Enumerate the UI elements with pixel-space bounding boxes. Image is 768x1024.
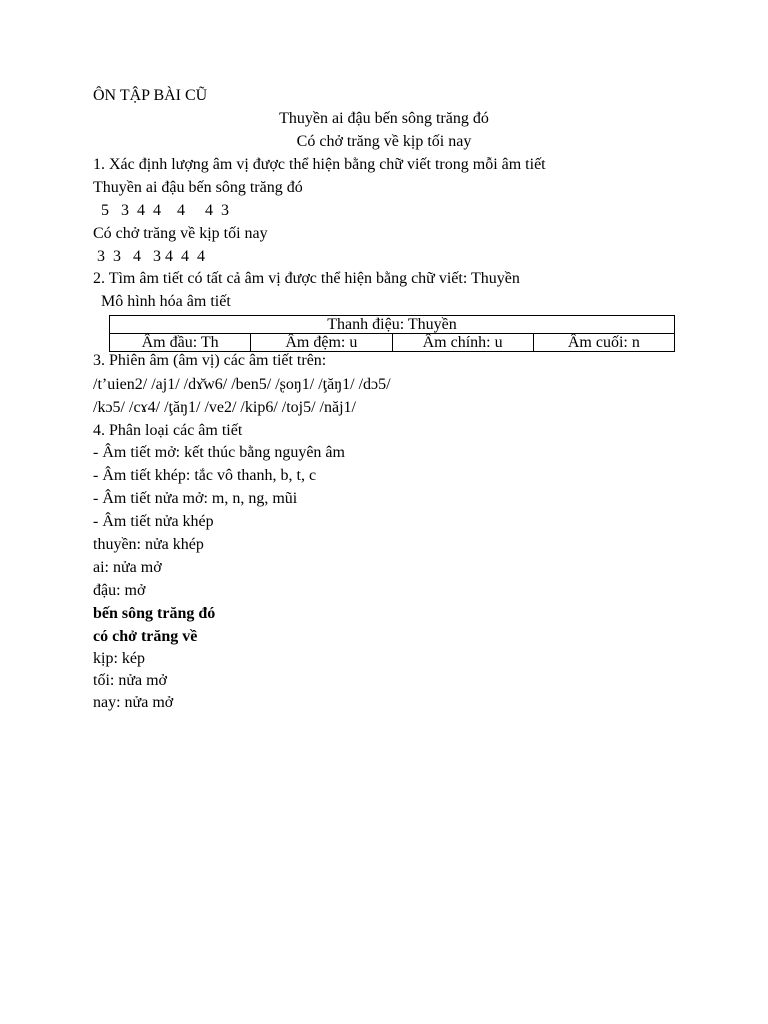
coda-cell: Âm cuối: n <box>533 334 674 352</box>
heading: ÔN TẬP BÀI CŨ <box>93 87 208 104</box>
tone-cell: Thanh điệu: Thuyền <box>110 316 675 334</box>
q4-rule: - Âm tiết mở: kết thúc bằng nguyên âm <box>93 444 345 461</box>
q2-prompt: 2. Tìm âm tiết có tất cả âm vị được thể hiện bằng chữ viết: Thuyền <box>93 270 520 287</box>
q4-item: ai: nửa mở <box>93 559 162 576</box>
q4-item: tối: nửa mở <box>93 672 168 689</box>
q4-bold-line: có chở trăng về <box>93 628 198 645</box>
q2-model-label: Mô hình hóa âm tiết <box>93 293 231 310</box>
medial-cell: Âm đệm: u <box>251 334 392 352</box>
q4-item: kịp: kép <box>93 650 145 667</box>
q1-counts-2: 3 3 4 3 4 4 4 <box>93 248 205 265</box>
q4-prompt: 4. Phân loại các âm tiết <box>93 422 243 439</box>
table-row <box>110 334 675 352</box>
q4-item: đậu: mở <box>93 582 146 599</box>
q4-rule: - Âm tiết nửa khép <box>93 513 214 530</box>
poem-line-2: Có chở trăng về kịp tối nay <box>296 133 472 150</box>
q3-transcription-1: /t’uien2/ /aj1/ /dɤ̆w6/ /ben5/ /ʂoŋ1/ /ţăŋ1/ /dɔ5/ <box>93 376 391 393</box>
q4-rule: - Âm tiết nửa mở: m, n, ng, mũi <box>93 490 298 507</box>
q4-rule: - Âm tiết khép: tắc vô thanh, b, t, c <box>93 467 317 484</box>
q3-prompt: 3. Phiên âm (âm vị) các âm tiết trên: <box>93 352 327 369</box>
poem-line-1: Thuyền ai đậu bến sông trăng đó <box>279 110 489 127</box>
q4-item: thuyền: nửa khép <box>93 536 204 553</box>
nucleus-cell: Âm chính: u <box>392 334 533 352</box>
onset-cell: Âm đầu: Th <box>110 334 251 352</box>
q1-prompt: 1. Xác định lượng âm vị được thể hiện bằng chữ viết trong mỗi âm tiết <box>93 156 546 173</box>
q3-transcription-2: /kɔ5/ /cɤ4/ /ţăŋ1/ /ve2/ /kip6/ /toj5/ /năj1/ <box>93 399 356 416</box>
q4-bold-line: bến sông trăng đó <box>93 605 216 622</box>
syllable-model-table <box>109 315 675 352</box>
q1-counts-1: 5 3 4 4 4 4 3 <box>93 202 229 219</box>
q4-item: nay: nửa mở <box>93 694 174 711</box>
q1-verse-2: Có chở trăng về kịp tối nay <box>93 225 268 242</box>
table-row <box>110 316 675 334</box>
q1-verse-1: Thuyền ai đậu bến sông trăng đó <box>93 179 303 196</box>
